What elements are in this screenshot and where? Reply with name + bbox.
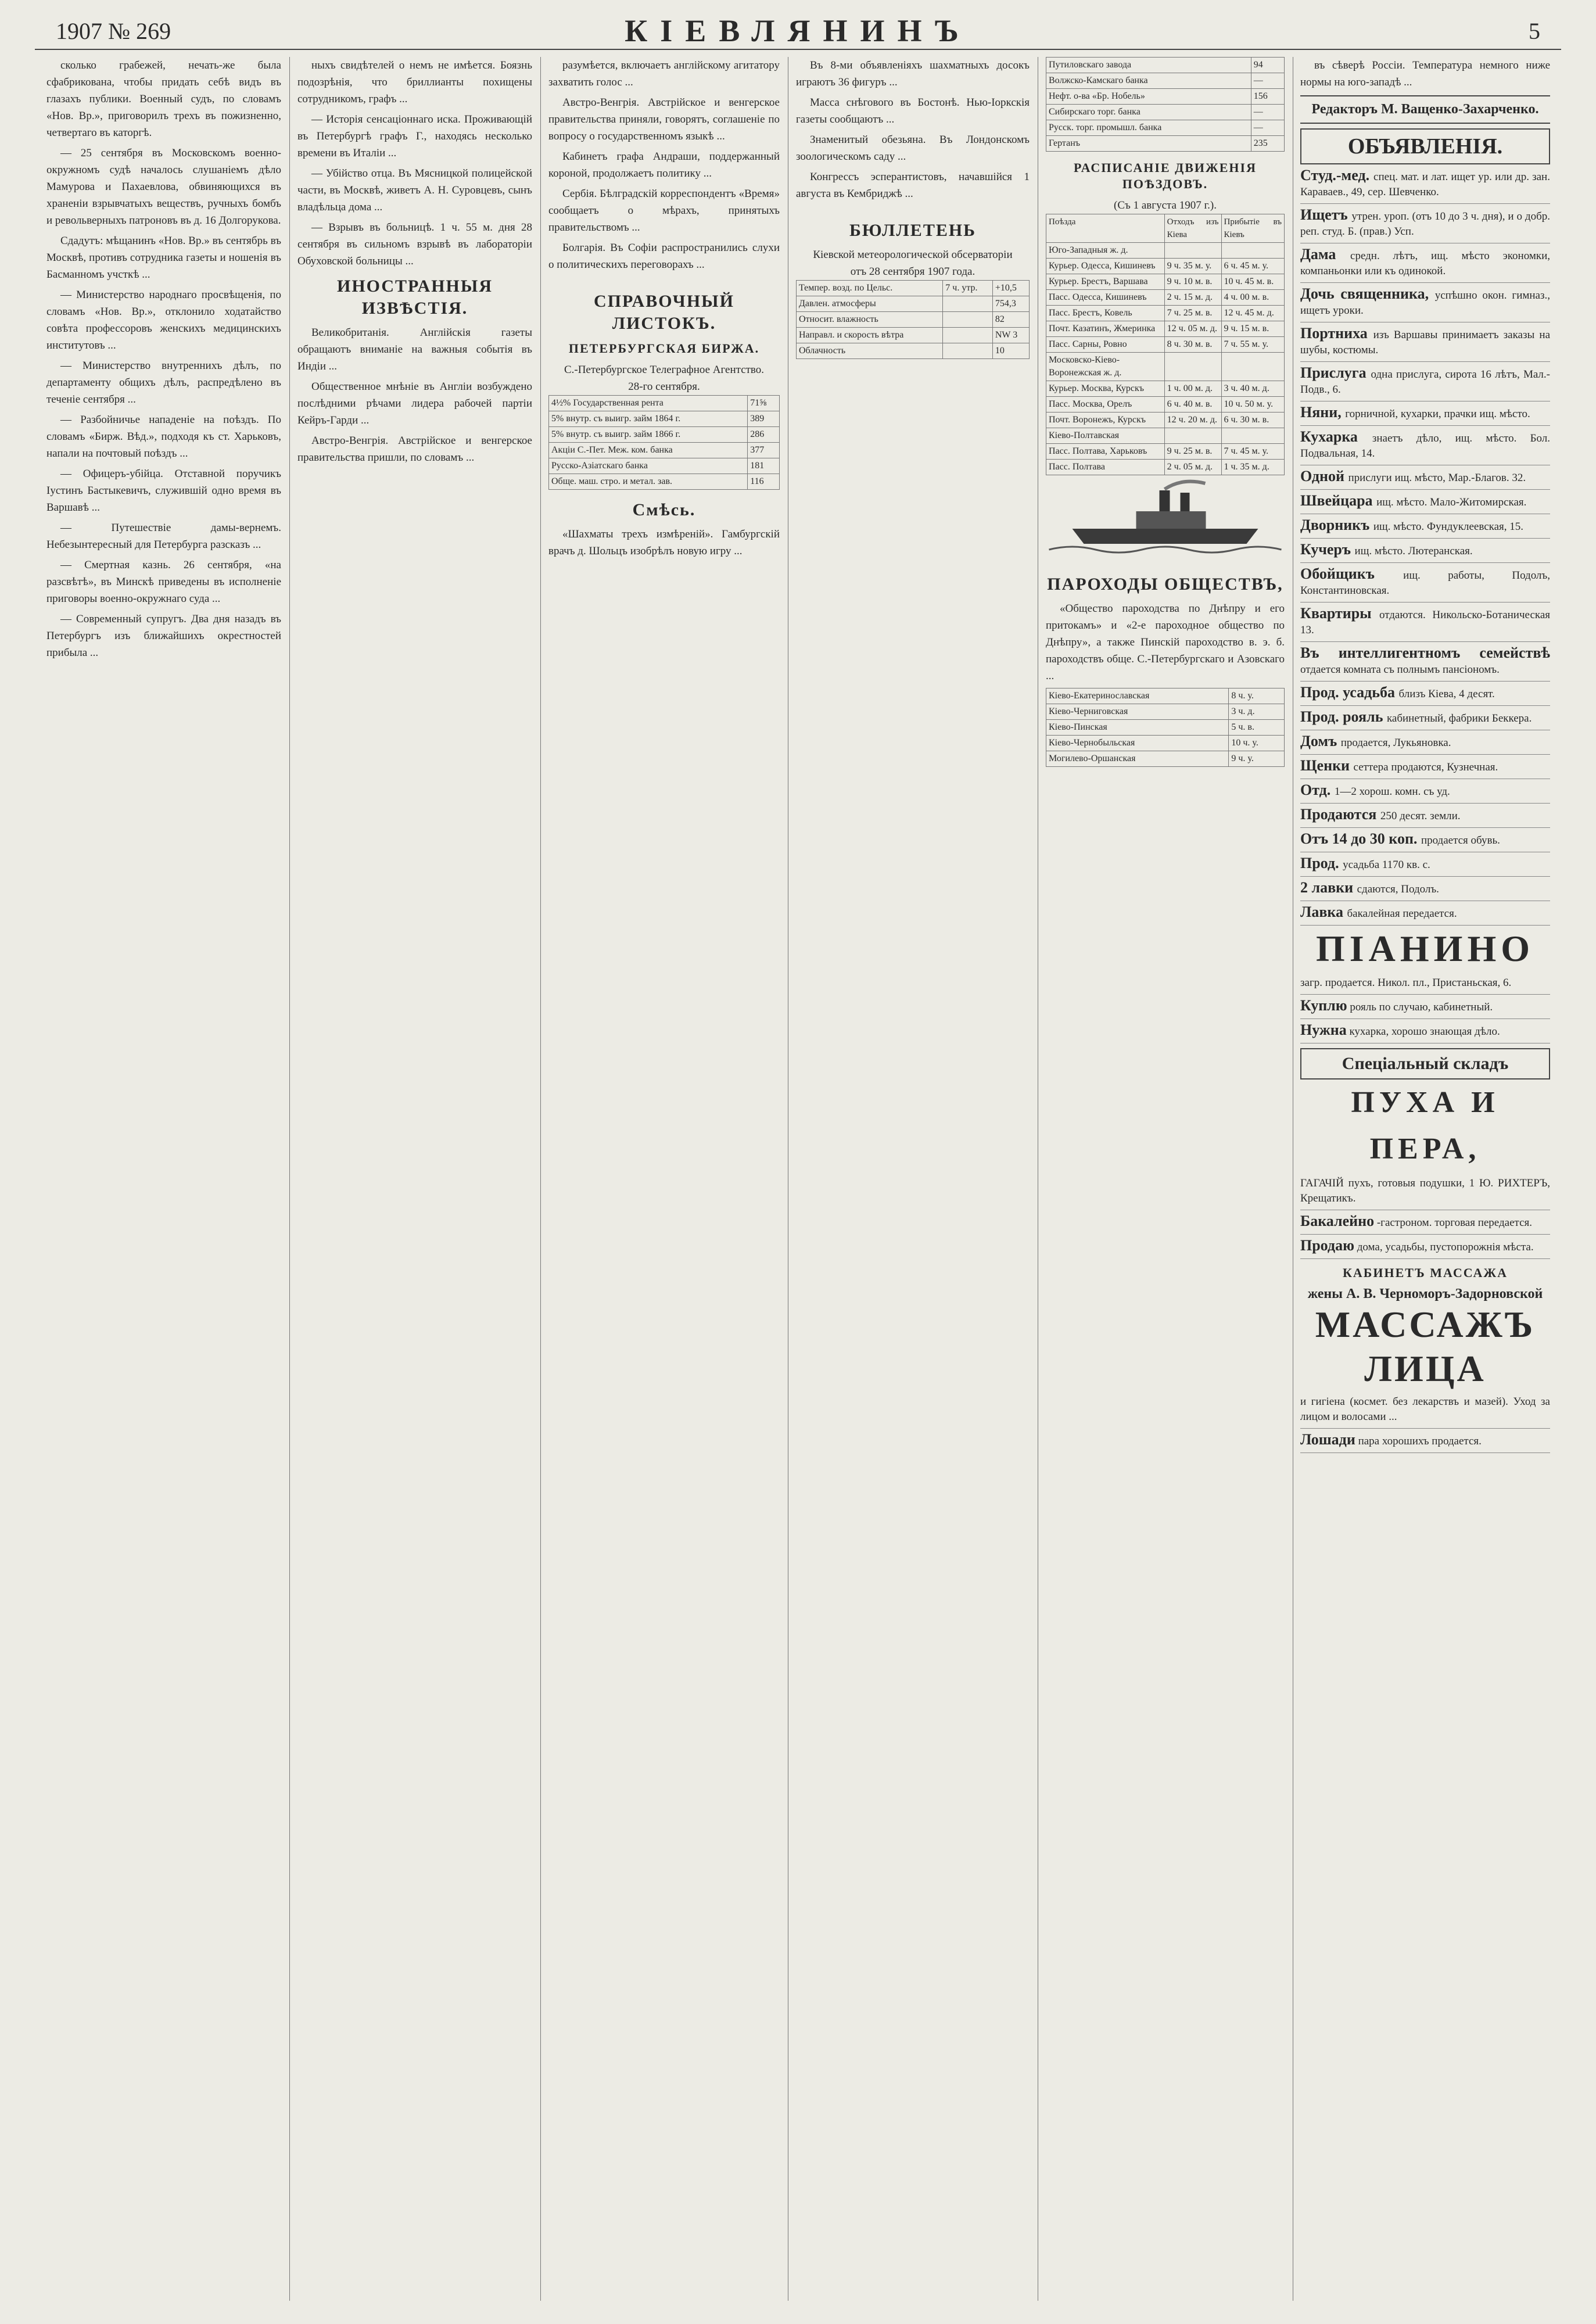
ad-lead: Лошади — [1300, 1431, 1355, 1448]
ad-text: средн. лѣтъ, ищ. мѣсто экономки, компаньонки или къ одинокой. — [1300, 250, 1550, 277]
table-cell: 1 ч. 35 м. д. — [1221, 460, 1285, 475]
table-cell: 377 — [748, 443, 780, 458]
classified-ad — [1300, 706, 1550, 730]
table-cell — [943, 343, 993, 359]
table-cell — [943, 328, 993, 343]
table-cell: 7 ч. 45 м. у. — [1221, 444, 1285, 460]
ad-text: ищ. мѣсто. Мало-Житомирская. — [1376, 496, 1527, 508]
classified-ad — [1300, 563, 1550, 602]
ships-paragraph: «Общество пароходства по Днѣпру и его притокамъ» и «2-е пароходное общество по Днѣпру», а также Пинскій пароходство в. э. б. пароходствъ обще. С.-Петербургскаго и Азовскаго ... — [1046, 602, 1285, 682]
bulletin-table — [796, 280, 1030, 359]
table-row — [1046, 413, 1285, 428]
news-paragraph: Сербія. Бѣлградскій корреспондентъ «Время» сообщаетъ о мѣрахъ, принятыхъ правительствомъ ... — [548, 188, 780, 234]
table-cell: +10,5 — [992, 281, 1029, 296]
table-cell: Могилево-Оршанская — [1046, 751, 1229, 767]
ad-lead: Щенки — [1300, 757, 1354, 774]
table-cell — [1164, 353, 1221, 381]
table-cell: 2 ч. 15 м. д. — [1164, 290, 1221, 306]
table-cell: Кіево-Полтавская — [1046, 428, 1165, 444]
bulletin-subheading: Кіевской метеорологической обсерваторіи — [813, 249, 1013, 261]
classified-ad — [1300, 804, 1550, 828]
table-cell — [1164, 243, 1221, 259]
table-row — [549, 427, 780, 443]
ad-text: продается, Лукьяновка. — [1340, 737, 1451, 749]
table-cell: Гертанъ — [1046, 136, 1251, 152]
classified-ad — [1300, 995, 1550, 1019]
news-paragraph: — Исторія сенсаціоннаго иска. Проживающій въ Петербургѣ графъ Г., находясь несколько времени въ Италіи ... — [297, 113, 532, 159]
table-cell: Пасс. Сарны, Ровно — [1046, 337, 1165, 353]
table-row — [1046, 428, 1285, 444]
table-cell: Курьер. Москва, Курскъ — [1046, 381, 1165, 397]
news-paragraph: Австро-Венгрія. Австрійское и венгерское правительства приняли, говорятъ, соглашеніе по вопросу о государственномъ языкѣ ... — [548, 96, 780, 142]
ad-lead: Ищетъ — [1300, 206, 1352, 223]
table-row — [797, 296, 1030, 312]
classified-ad — [1300, 779, 1550, 804]
table-row — [1046, 136, 1285, 152]
ad-text: кабинетный, фабрики Беккера. — [1386, 712, 1532, 725]
ad-text: продается обувь. — [1421, 834, 1500, 847]
table-cell: 5% внутр. съ выигр. займ 1864 г. — [549, 411, 748, 427]
newspaper-title: КІЕВЛЯНИНЪ — [625, 13, 971, 48]
ad-lead: Кухарка — [1300, 428, 1372, 445]
table-cell: 8 ч. 30 м. в. — [1164, 337, 1221, 353]
table-cell: 9 ч. 35 м. у. — [1164, 259, 1221, 274]
classified-ad — [1300, 602, 1550, 642]
table-row — [1046, 397, 1285, 413]
classified-ad — [1300, 362, 1550, 401]
ad-text: знаетъ дѣло, ищ. мѣсто. Бол. Подвальная, 14. — [1300, 432, 1550, 460]
ad-text: прислуги ищ. мѣсто, Мар.-Благов. 32. — [1348, 472, 1526, 484]
classified-ad — [1300, 642, 1550, 682]
table-cell: — — [1251, 120, 1284, 136]
table-row — [797, 312, 1030, 328]
table-row — [1046, 381, 1285, 397]
ad-lead: Няни, — [1300, 404, 1346, 421]
table-cell: 389 — [748, 411, 780, 427]
ad-lead: 2 лавки — [1300, 879, 1357, 896]
table-cell: 10 — [992, 343, 1029, 359]
table-row — [1046, 73, 1285, 89]
classified-ad — [1300, 322, 1550, 362]
news-paragraph: Сдадутъ: мѣщанинъ «Нов. Вр.» въ сентябрь въ Москвѣ, противъ сотрудника газеты и ношенія въ Басманномъ учсткѣ ... — [46, 235, 281, 281]
ad-text: успѣшно окон. гимназ., ищетъ уроки. — [1300, 289, 1550, 317]
table-cell — [1221, 353, 1285, 381]
timetable-subheading: (Съ 1 августа 1907 г.). — [1114, 199, 1217, 211]
table-cell: 181 — [748, 458, 780, 474]
exchange-date: 28-го сентября. — [628, 381, 700, 393]
ad-text: рояль по случаю, кабинетный. — [1350, 1001, 1493, 1013]
piano-ad-heading: ПІАНИНО — [1315, 928, 1535, 969]
ad-lead: Обойщикъ — [1300, 565, 1404, 582]
table-row — [1046, 337, 1285, 353]
table-cell: 8 ч. у. — [1229, 688, 1285, 704]
ad-lead: Нужна — [1300, 1021, 1347, 1038]
stock-table — [1046, 57, 1285, 152]
timetable-heading: РАСПИСАНІЕ ДВИЖЕНІЯ ПОѢЗДОВЪ. — [1074, 160, 1257, 191]
warehouse-ad-heading: Спеціальный складъ — [1300, 1048, 1550, 1079]
table-row — [1046, 444, 1285, 460]
table-cell: Пасс. Одесса, Кишиневъ — [1046, 290, 1165, 306]
table-cell: 754,3 — [992, 296, 1029, 312]
table-cell: Пасс. Полтава — [1046, 460, 1165, 475]
piano-ad-text: загр. продается. Никол. пл., Пристаньская, 6. — [1300, 972, 1550, 995]
column-3 — [548, 57, 780, 2301]
massage-ad-big: МАССАЖЪ ЛИЦА — [1315, 1304, 1536, 1389]
table-cell: Путиловскаго завода — [1046, 58, 1251, 73]
foreign-paragraph: Австро-Венгрія. Австрійское и венгерское правительства пришли, по словамъ ... — [297, 435, 532, 464]
classified-ad — [1300, 283, 1550, 322]
table-cell: 3 ч. д. — [1229, 704, 1285, 720]
ad-text: -гастроном. торговая передается. — [1376, 1217, 1532, 1229]
news-paragraph: — Смертная казнь. 26 сентября, «на разсвѣтѣ», въ Минскѣ приведены въ исполненіе приговоры военно-окружнаго суда ... — [46, 559, 281, 605]
table-cell: 235 — [1251, 136, 1284, 152]
table-cell: 94 — [1251, 58, 1284, 73]
table-cell: 12 ч. 45 м. д. — [1221, 306, 1285, 321]
table-cell: Сибирскаго торг. банка — [1046, 105, 1251, 120]
column-2 — [297, 57, 532, 2301]
table-row — [1046, 720, 1285, 736]
table-row — [549, 411, 780, 427]
ad-lead: Дама — [1300, 246, 1351, 263]
classified-ad — [1300, 426, 1550, 465]
ad-lead: Продаются — [1300, 806, 1380, 823]
news-paragraph: Въ 8-ми объявленіяхъ шахматныхъ досокъ играютъ 36 фигуръ ... — [796, 59, 1030, 88]
exchange-subheading: С.-Петербургское Телеграфное Агентство. — [564, 364, 765, 376]
table-cell: 7 ч. 25 м. в. — [1164, 306, 1221, 321]
table-cell: Кіево-Чернобыльская — [1046, 736, 1229, 751]
misc-paragraph: «Шахматы трехъ измѣреній». Гамбургскій врачъ д. Шольцъ изобрѣлъ новую игру ... — [548, 528, 780, 557]
classified-ad — [1300, 1235, 1550, 1259]
table-cell: 12 ч. 05 м. д. — [1164, 321, 1221, 337]
ad-text: кухарка, хорошо знающая дѣло. — [1349, 1025, 1500, 1038]
news-paragraph: Болгарія. Въ Софіи распространились слухи о политическихъ переговорахъ ... — [548, 242, 780, 271]
table-cell: Курьер. Брестъ, Варшава — [1046, 274, 1165, 290]
news-paragraph: Кабинетъ графа Андраши, поддержанный короной, продолжаетъ политику ... — [548, 150, 780, 180]
table-cell: 10 ч. 45 м. в. — [1221, 274, 1285, 290]
table-cell — [1221, 428, 1285, 444]
table-cell: Почт. Казатинъ, Жмеринка — [1046, 321, 1165, 337]
ad-lead: Бакалейно — [1300, 1213, 1375, 1229]
section-heading-reference: СПРАВОЧНЫЙ ЛИСТОКЪ. — [594, 292, 734, 333]
table-cell: Волжско-Камскаго банка — [1046, 73, 1251, 89]
massage-owner: жены А. В. Черноморъ-Задорновской — [1307, 1286, 1543, 1301]
ad-lead: Дочь священника, — [1300, 285, 1435, 302]
news-paragraph: — 25 сентября въ Московскомъ военно-окружномъ судѣ началось слушаніемъ дѣло Мамурова и Пахаевлова, обвиняющихся въ храненіи взрывчатыхъ веществъ, ручныхъ бомбъ и револьверныхъ патроновъ въ д. 16 Долгорукова. — [46, 147, 281, 227]
table-cell: Почт. Воронежъ, Курскъ — [1046, 413, 1165, 428]
column-4 — [796, 57, 1030, 2301]
table-row — [1046, 89, 1285, 105]
classified-ad — [1300, 490, 1550, 514]
ad-text: утрен. уроп. (отъ 10 до 3 ч. дня), и о добр. реп. студ. Б. (прав.) Усп. — [1300, 210, 1550, 238]
table-cell: Кіево-Черниговская — [1046, 704, 1229, 720]
table-header-cell: Отходъ изъ Кіева — [1164, 214, 1221, 243]
table-cell: 286 — [748, 427, 780, 443]
table-cell: Относит. влажность — [797, 312, 943, 328]
news-paragraph: — Путешествіе дамы-вернемъ. Небезынтересный для Петербурга разсказъ ... — [46, 522, 281, 551]
ad-text: сеттера продаются, Кузнечная. — [1353, 761, 1498, 773]
news-paragraph: — Министерство внутреннихъ дѣлъ, по департаменту общихъ дѣлъ, распредѣлено въ теченіе сентября ... — [46, 360, 281, 406]
ad-lead: Квартиры — [1300, 605, 1379, 622]
table-cell: Нефт. о-ва «Бр. Нобель» — [1046, 89, 1251, 105]
table-cell: 156 — [1251, 89, 1284, 105]
table-row — [1046, 58, 1285, 73]
ad-lead: Продаю — [1300, 1237, 1354, 1254]
train-timetable — [1046, 214, 1285, 475]
ad-lead: Куплю — [1300, 997, 1347, 1014]
news-paragraph: — Министерство народнаго просвѣщенія, по словамъ «Нов. Вр.», отклонило ходатайство совѣта профессоровъ женскихъ медицинскихъ институтовъ ... — [46, 289, 281, 352]
ad-lead: Отд. — [1300, 781, 1335, 798]
ads-list — [1300, 164, 1550, 926]
masthead-rule — [35, 49, 1561, 50]
table-cell: 10 ч. 50 м. у. — [1221, 397, 1285, 413]
table-cell: 82 — [992, 312, 1029, 328]
table-cell: 71⅝ — [748, 396, 780, 411]
table-row — [1046, 290, 1285, 306]
news-paragraph: — Разбойничье нападеніе на поѣздъ. По словамъ «Бирж. Вѣд.», подходя къ ст. Харьковъ, напали на почтовый поѣздъ ... — [46, 414, 281, 460]
table-cell: 6 ч. 40 м. в. — [1164, 397, 1221, 413]
page-number: 5 — [1529, 18, 1540, 44]
ships-heading: ПАРОХОДЫ ОБЩЕСТВЪ, — [1047, 575, 1283, 594]
masthead — [0, 0, 1596, 49]
classified-ad — [1300, 901, 1550, 926]
ad-text: отдаются. Никольско-Ботаническая 13. — [1300, 609, 1550, 636]
news-paragraph: сколько грабежей, нечать-же была сфабрикована, чтобы придать себѣ видъ въ глазахъ публики. Военный судъ, по словамъ «Нов. Вр.», приговорилъ трехъ въ пожизненно, четвертаго въ каторгѣ. — [46, 59, 281, 139]
ad-text: дома, усадьбы, пустопорожнія мѣста. — [1357, 1241, 1534, 1253]
ad-lead: Лавка — [1300, 903, 1347, 920]
ad-text: усадьба 1170 кв. с. — [1343, 859, 1430, 871]
ad-lead: Домъ — [1300, 733, 1341, 749]
table-cell: 12 ч. 20 м. д. — [1164, 413, 1221, 428]
column-rule — [289, 57, 290, 2301]
ad-text: близъ Кіева, 4 десят. — [1398, 688, 1495, 700]
news-paragraph: — Современный супругъ. Два дня назадъ въ Петербургъ изъ ближайшихъ окрестностей прибыла ... — [46, 613, 281, 659]
classified-ad — [1300, 730, 1550, 755]
ad-text: горничной, кухарки, прачки ищ. мѣсто. — [1345, 408, 1530, 420]
exchange-rates-table — [548, 395, 780, 490]
table-cell: 2 ч. 05 м. д. — [1164, 460, 1221, 475]
classified-ad — [1300, 465, 1550, 490]
table-cell: 5% внутр. съ выигр. займ 1866 г. — [549, 427, 748, 443]
ad-lead: Прислуга — [1300, 364, 1371, 381]
ads-heading: ОБЪЯВЛЕНІЯ. — [1300, 128, 1550, 164]
bulletin-heading: БЮЛЛЕТЕНЬ — [849, 221, 977, 240]
table-header-row — [1046, 214, 1285, 243]
table-row — [1046, 460, 1285, 475]
table-row — [549, 443, 780, 458]
table-row — [1046, 704, 1285, 720]
news-paragraph: — Взрывъ въ больницѣ. 1 ч. 55 м. дня 28 сентября въ сильномъ взрывѣ въ лабораторіи Обуховской больницы ... — [297, 221, 532, 267]
news-paragraph: — Офицеръ-убійца. Отставной поручикъ Іустинъ Бастыкевичъ, служившій одно время въ Варшавѣ ... — [46, 468, 281, 514]
news-paragraph: — Убійство отца. Въ Мясницкой полицейской части, въ Москвѣ, живетъ А. Н. Суровцевъ, сынъ владѣльца дома ... — [297, 167, 532, 213]
steamship-icon — [1046, 475, 1285, 562]
table-cell: 4½% Государственная рента — [549, 396, 748, 411]
ad-lead: Кучеръ — [1300, 541, 1355, 558]
classified-ad — [1300, 828, 1550, 852]
table-cell: Акціи С.-Пет. Меж. ком. банка — [549, 443, 748, 458]
table-row — [1046, 321, 1285, 337]
classified-ad — [1300, 877, 1550, 901]
table-cell: 116 — [748, 474, 780, 490]
news-paragraph: ныхъ свидѣтелей о немъ не имѣется. Боязнь подозрѣнія, что бриллианты похищены сотрудникомъ, графъ ... — [297, 59, 532, 105]
table-cell: Пасс. Брестъ, Ковель — [1046, 306, 1165, 321]
table-cell: Обще. маш. стро. и метал. зав. — [549, 474, 748, 490]
table-cell: Пасс. Полтава, Харьковъ — [1046, 444, 1165, 460]
table-cell: 3 ч. 40 м. д. — [1221, 381, 1285, 397]
table-cell: 9 ч. 15 м. в. — [1221, 321, 1285, 337]
table-row — [797, 343, 1030, 359]
editor-line: Редакторъ М. Ващенко-Захарченко. — [1300, 95, 1550, 124]
table-cell: Московско-Кіево-Воронежская ж. д. — [1046, 353, 1165, 381]
ad-lead: Прод. рояль — [1300, 708, 1387, 725]
table-cell: 7 ч. утр. — [943, 281, 993, 296]
ad-text: 250 десят. земли. — [1380, 810, 1461, 822]
table-row — [1046, 353, 1285, 381]
ad-lead: Дворникъ — [1300, 517, 1373, 533]
ad-text: пара хорошихъ продается. — [1358, 1435, 1482, 1447]
ad-lead: Отъ 14 до 30 коп. — [1300, 830, 1421, 847]
exchange-heading: ПЕТЕРБУРГСКАЯ БИРЖА. — [568, 341, 760, 356]
classified-ad — [1300, 243, 1550, 283]
table-cell: 7 ч. 55 м. у. — [1221, 337, 1285, 353]
column-rule — [540, 57, 541, 2301]
news-paragraph: Знаменитый обезьяна. Въ Лондонскомъ зоологическомъ саду ... — [796, 134, 1030, 163]
section-heading-foreign: ИНОСТРАННЫЯ ИЗВѢСТІЯ. — [337, 277, 493, 318]
column-6-ads — [1300, 57, 1550, 2301]
table-cell: Кіево-Екатеринославская — [1046, 688, 1229, 704]
misc-heading: Смѣсь. — [632, 500, 696, 519]
classified-ad — [1300, 682, 1550, 706]
classified-ad — [1300, 1210, 1550, 1235]
table-cell: Пасс. Москва, Орелъ — [1046, 397, 1165, 413]
table-cell — [943, 296, 993, 312]
classified-ad — [1300, 514, 1550, 539]
table-cell: Курьер. Одесса, Кишиневъ — [1046, 259, 1165, 274]
weather-intro: въ сѣверѣ Россіи. Температура немного ниже нормы на юго-западѣ ... — [1300, 59, 1550, 88]
table-row — [549, 474, 780, 490]
classified-ad — [1300, 539, 1550, 563]
table-cell: 4 ч. 00 м. в. — [1221, 290, 1285, 306]
news-paragraph: разумѣется, включаетъ англійскому агитатору захватить голос ... — [548, 59, 780, 88]
table-row — [1046, 120, 1285, 136]
table-cell: Русско-Азіатскаго банка — [549, 458, 748, 474]
table-cell — [943, 312, 993, 328]
massage-cabinet-heading: КАБИНЕТЪ МАССАЖА — [1342, 1265, 1508, 1280]
warehouse-ad-big: ПУХА И ПЕРА, — [1351, 1086, 1500, 1165]
table-row — [1046, 274, 1285, 290]
issue-date: 1907 № 269 — [56, 18, 171, 44]
table-row — [797, 328, 1030, 343]
table-cell: 5 ч. в. — [1229, 720, 1285, 736]
table-cell: 1 ч. 00 м. д. — [1164, 381, 1221, 397]
classified-ad — [1300, 204, 1550, 243]
table-cell: — — [1251, 73, 1284, 89]
table-cell: Юго-Западныя ж. д. — [1046, 243, 1165, 259]
table-row — [1046, 688, 1285, 704]
ad-lead: Швейцара — [1300, 492, 1377, 509]
ad-text: спец. мат. и лат. ищет ур. или др. зан. Караваев., 49, сер. Шевченко. — [1300, 171, 1550, 198]
ad-text: отдается комната съ полнымъ пансіономъ. — [1300, 664, 1500, 676]
classified-ad — [1300, 852, 1550, 877]
bulletin-date: отъ 28 сентября 1907 года. — [850, 266, 975, 278]
table-row — [549, 396, 780, 411]
massage-ad-text: и гигіена (космет. без лекарствъ и мазей). Уход за лицом и волосами ... — [1300, 1391, 1550, 1429]
ad-text: ищ. мѣсто. Фундуклеевская, 15. — [1373, 521, 1524, 533]
ad-lead: Студ.-мед. — [1300, 167, 1374, 184]
table-row — [1046, 105, 1285, 120]
table-row — [1046, 259, 1285, 274]
table-cell: 9 ч. 25 м. в. — [1164, 444, 1221, 460]
table-row — [1046, 306, 1285, 321]
ad-text: 1—2 хорош. комн. съ уд. — [1334, 786, 1450, 798]
ad-text: бакалейная передается. — [1347, 908, 1457, 920]
table-cell: NW 3 — [992, 328, 1029, 343]
table-cell: Темпер. возд. по Цельс. — [797, 281, 943, 296]
column-5 — [1046, 57, 1285, 2301]
ad-text: сдаются, Подолъ. — [1357, 883, 1439, 895]
ad-lead: Портниха — [1300, 325, 1373, 342]
ad-text: ищ. работы, Подолъ, Константиновская. — [1300, 569, 1550, 597]
ad-lead: Прод. — [1300, 855, 1343, 871]
table-cell: Направл. и скорость вѣтра — [797, 328, 943, 343]
table-header-cell: Прибытіе въ Кіевъ — [1221, 214, 1285, 243]
table-row — [797, 281, 1030, 296]
news-paragraph: Конгрессъ эсперантистовъ, начавшійся 1 августа въ Кембриджѣ ... — [796, 171, 1030, 200]
ad-lead: Прод. усадьба — [1300, 684, 1399, 701]
table-cell: 9 ч. у. — [1229, 751, 1285, 767]
foreign-paragraph: Общественное мнѣніе въ Англіи возбуждено послѣдними рѣчами лидера рабочей партіи Кейръ-Гарди ... — [297, 381, 532, 426]
table-row — [1046, 751, 1285, 767]
ad-lead: Одной — [1300, 468, 1348, 485]
table-cell: 9 ч. 10 м. в. — [1164, 274, 1221, 290]
ad-text: ищ. мѣсто. Лютеранская. — [1354, 545, 1473, 557]
table-header-cell: Поѣзда — [1046, 214, 1165, 243]
warehouse-ad-text: ГАГАЧІЙ пухъ, готовыя подушки, 1 Ю. РИХТЕРЪ, Крещатикъ. — [1300, 1172, 1550, 1210]
table-cell: Облачность — [797, 343, 943, 359]
table-row — [1046, 243, 1285, 259]
table-cell: 6 ч. 30 м. в. — [1221, 413, 1285, 428]
ad-text: изъ Варшавы принимаетъ заказы на шубы, костюмы. — [1300, 329, 1550, 356]
table-row — [1046, 736, 1285, 751]
classified-ad — [1300, 1019, 1550, 1043]
table-cell: — — [1251, 105, 1284, 120]
table-cell: Кіево-Пинская — [1046, 720, 1229, 736]
classified-ad — [1300, 755, 1550, 779]
table-cell: 10 ч. у. — [1229, 736, 1285, 751]
classified-ad — [1300, 401, 1550, 426]
table-cell: 6 ч. 45 м. у. — [1221, 259, 1285, 274]
column-1 — [46, 57, 281, 2301]
table-cell — [1164, 428, 1221, 444]
table-row — [549, 458, 780, 474]
table-cell: Давлен. атмосферы — [797, 296, 943, 312]
classified-ad — [1300, 1429, 1550, 1453]
table-cell — [1221, 243, 1285, 259]
ad-lead: Въ интеллигентномъ семействѣ — [1300, 644, 1550, 661]
classified-ad — [1300, 164, 1550, 204]
table-cell: Русск. торг. промышл. банка — [1046, 120, 1251, 136]
news-paragraph: Масса снѣгового въ Бостонѣ. Нью-Іоркскія газеты сообщаютъ ... — [796, 96, 1030, 125]
foreign-paragraph: Великобританія. Англійскія газеты обращаютъ вниманіе на важныя событія въ Индіи ... — [297, 327, 532, 372]
ship-routes-table — [1046, 688, 1285, 767]
ad-text: одна прислуга, сирота 16 лѣтъ, Мал.-Подв., 6. — [1300, 368, 1550, 396]
